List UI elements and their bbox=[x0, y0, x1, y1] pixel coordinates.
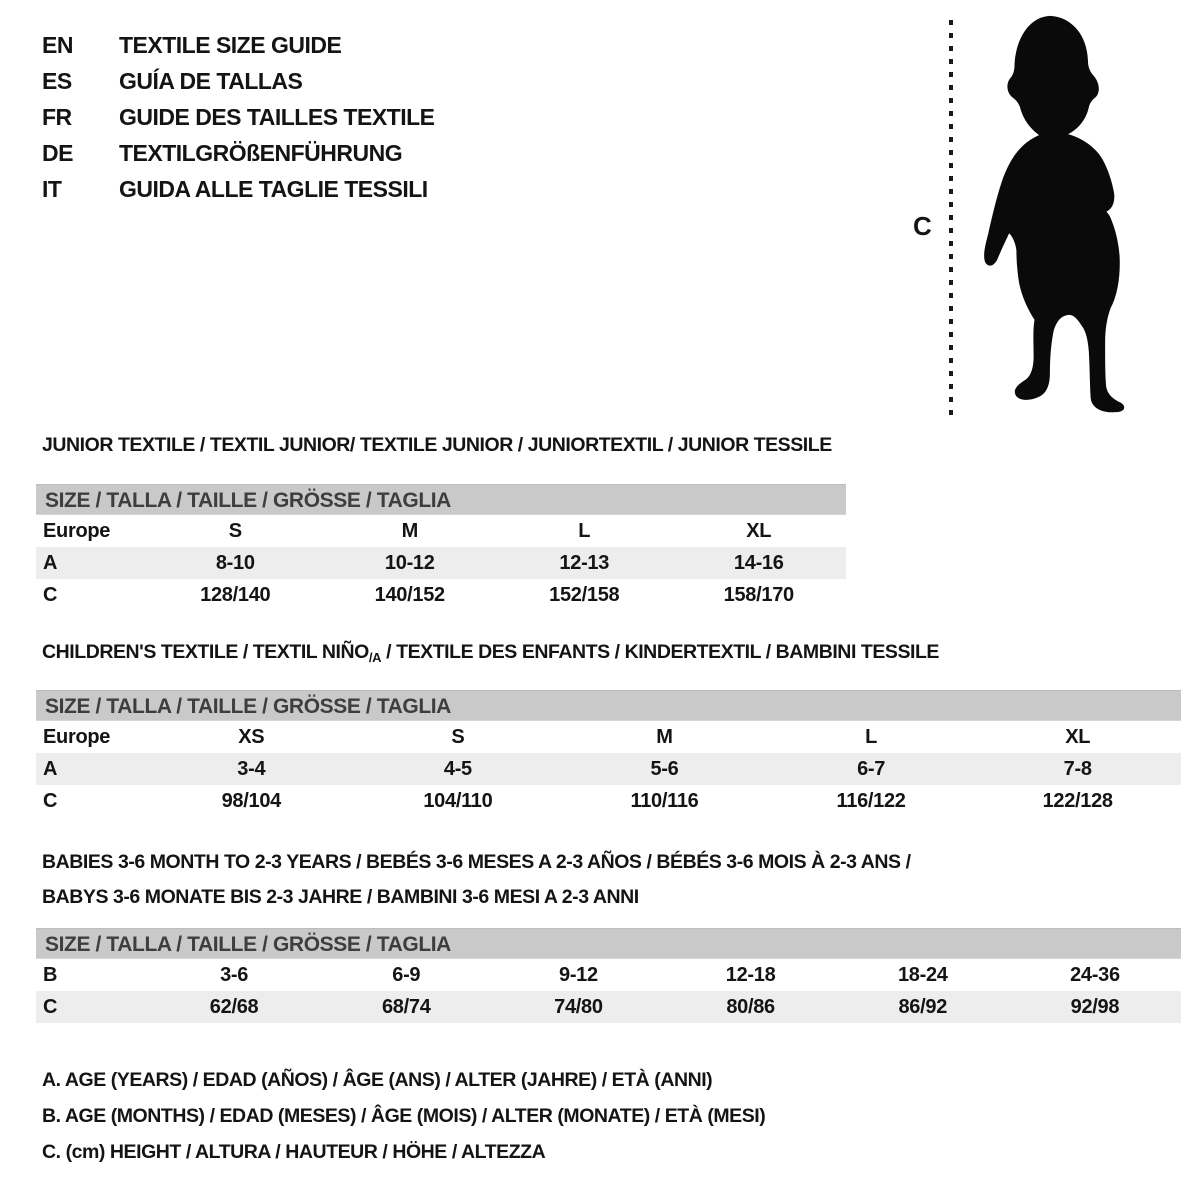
lang-code: DE bbox=[42, 139, 73, 166]
legend-item-a: A. AGE (YEARS) / EDAD (AÑOS) / ÂGE (ANS) / ALTER (JAHRE) / ETÀ (ANNI) bbox=[42, 1069, 713, 1091]
children-heading-text: CHILDREN'S TEXTILE / TEXTIL NIÑO bbox=[42, 641, 369, 663]
guide-title: TEXTILE SIZE GUIDE bbox=[119, 31, 342, 58]
height-cell: 122/128 bbox=[1042, 789, 1113, 812]
row-label: Europe bbox=[43, 725, 111, 748]
lang-row-en bbox=[42, 27, 435, 63]
age-cell: 12-13 bbox=[559, 551, 610, 574]
table-row-height bbox=[36, 579, 846, 611]
months-cell: 18-24 bbox=[897, 963, 948, 986]
children-heading-subscript: /A bbox=[368, 650, 382, 665]
legend-item-b: B. AGE (MONTHS) / EDAD (MESES) / ÂGE (MOIS) / ALTER (MONATE) / ETÀ (MESI) bbox=[42, 1105, 766, 1127]
table-row-europe bbox=[36, 515, 846, 547]
age-cell: 4-5 bbox=[443, 757, 472, 780]
guide-title: TEXTILGRÖßENFÜHRUNG bbox=[119, 139, 403, 166]
age-cell: 7-8 bbox=[1063, 757, 1092, 780]
toddler-silhouette-icon bbox=[963, 12, 1135, 416]
age-cell: 14-16 bbox=[733, 551, 784, 574]
size-header-bar: SIZE / TALLA / TAILLE / GRÖSSE / TAGLIA bbox=[36, 690, 1181, 721]
lang-code: EN bbox=[42, 31, 73, 58]
height-cell: 74/80 bbox=[554, 995, 603, 1018]
table-row-europe bbox=[36, 721, 1181, 753]
lang-row-fr bbox=[42, 99, 435, 135]
lang-code: FR bbox=[42, 103, 72, 130]
size-cell: L bbox=[865, 725, 878, 748]
age-cell: 5-6 bbox=[650, 757, 679, 780]
size-cell: XL bbox=[746, 519, 772, 542]
table-row-months bbox=[36, 959, 1181, 991]
height-cell: 98/104 bbox=[221, 789, 281, 812]
age-cell: 3-4 bbox=[237, 757, 266, 780]
height-cell: 68/74 bbox=[381, 995, 431, 1018]
height-cell: 140/152 bbox=[374, 583, 445, 606]
table-row-height bbox=[36, 785, 1181, 817]
lang-code: ES bbox=[42, 67, 72, 94]
row-label: Europe bbox=[43, 519, 111, 542]
lang-row-es bbox=[42, 63, 435, 99]
row-label: C bbox=[43, 789, 58, 812]
language-title-list bbox=[42, 27, 435, 207]
size-cell: S bbox=[451, 725, 465, 748]
size-header-bar: SIZE / TALLA / TAILLE / GRÖSSE / TAGLIA bbox=[36, 484, 846, 515]
children-section-heading bbox=[42, 641, 939, 665]
months-cell: 12-18 bbox=[725, 963, 776, 986]
height-cell: 158/170 bbox=[723, 583, 794, 606]
height-cell: 110/116 bbox=[630, 789, 699, 812]
babies-heading-line1: BABIES 3-6 MONTH TO 2-3 YEARS / BEBÉS 3-6 MESES A 2-3 AÑOS / BÉBÉS 3-6 MOIS À 2-3 ANS / bbox=[42, 851, 911, 873]
row-label: A bbox=[43, 551, 58, 574]
guide-title: GUÍA DE TALLAS bbox=[119, 67, 303, 94]
height-cell: 86/92 bbox=[898, 995, 948, 1018]
height-cell: 104/110 bbox=[423, 789, 493, 812]
measure-legend bbox=[42, 1062, 765, 1170]
table-row-age bbox=[36, 753, 1181, 785]
size-cell: XS bbox=[238, 725, 265, 748]
months-cell: 3-6 bbox=[220, 963, 249, 986]
children-heading-text: / TEXTILE DES ENFANTS / KINDERTEXTIL / BAMBINI TESSILE bbox=[381, 641, 939, 663]
row-label: C bbox=[43, 583, 58, 606]
row-label: C bbox=[43, 995, 58, 1018]
age-cell: 10-12 bbox=[384, 551, 435, 574]
junior-section-heading: JUNIOR TEXTILE / TEXTIL JUNIOR/ TEXTILE JUNIOR / JUNIORTEXTIL / JUNIOR TESSILE bbox=[42, 434, 832, 456]
months-cell: 24-36 bbox=[1070, 963, 1120, 986]
size-cell: M bbox=[401, 519, 418, 542]
babies-size-table bbox=[36, 928, 1181, 1023]
height-cell: 62/68 bbox=[209, 995, 259, 1018]
table-row-age bbox=[36, 547, 846, 579]
size-cell: S bbox=[228, 519, 242, 542]
height-measure-dashed-line bbox=[949, 20, 953, 416]
size-cell: M bbox=[656, 725, 673, 748]
guide-title: GUIDE DES TAILLES TEXTILE bbox=[119, 103, 435, 130]
height-cell: 128/140 bbox=[200, 583, 271, 606]
height-cell: 152/158 bbox=[549, 583, 620, 606]
row-label: B bbox=[43, 963, 58, 986]
table-row-height bbox=[36, 991, 1181, 1023]
junior-size-table bbox=[36, 484, 846, 611]
size-cell: L bbox=[578, 519, 591, 542]
lang-code: IT bbox=[42, 175, 62, 202]
size-header-bar: SIZE / TALLA / TAILLE / GRÖSSE / TAGLIA bbox=[36, 928, 1181, 959]
age-cell: 6-7 bbox=[857, 757, 886, 780]
months-cell: 6-9 bbox=[392, 963, 421, 986]
lang-row-de bbox=[42, 135, 435, 171]
row-label: A bbox=[43, 757, 58, 780]
guide-title: GUIDA ALLE TAGLIE TESSILI bbox=[119, 175, 428, 202]
babies-section-heading bbox=[42, 845, 911, 915]
lang-row-it bbox=[42, 171, 435, 207]
height-cell: 116/122 bbox=[836, 789, 906, 812]
height-measure-label: C bbox=[913, 211, 932, 241]
legend-item-c: C. (cm) HEIGHT / ALTURA / HAUTEUR / HÖHE / ALTEZZA bbox=[42, 1141, 546, 1163]
babies-heading-line2: BABYS 3-6 MONATE BIS 2-3 JAHRE / BAMBINI 3-6 MESI A 2-3 ANNI bbox=[42, 886, 639, 908]
height-cell: 80/86 bbox=[726, 995, 775, 1018]
age-cell: 8-10 bbox=[215, 551, 255, 574]
size-cell: XL bbox=[1065, 725, 1091, 748]
months-cell: 9-12 bbox=[559, 963, 598, 986]
children-size-table bbox=[36, 690, 1181, 817]
height-cell: 92/98 bbox=[1070, 995, 1120, 1018]
